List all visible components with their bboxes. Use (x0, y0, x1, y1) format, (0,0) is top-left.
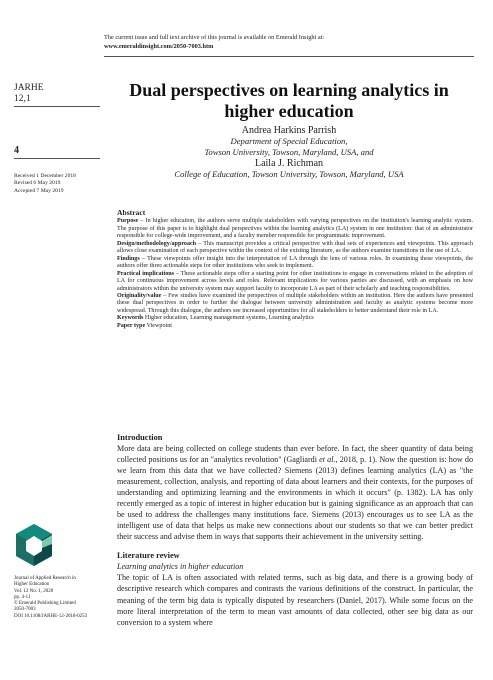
affiliation-1a: Department of Special Education, (230, 136, 348, 146)
citation-line: Vol. 12 No. 1, 2020 (14, 588, 54, 594)
design-label: Design/methodology/approach (117, 240, 197, 247)
abstract-papertype (117, 323, 473, 330)
abstract-practical (117, 271, 473, 293)
article-title: Dual perspectives on learning analytics in higher education (129, 80, 449, 121)
keywords-text: Higher education, Learning management systems, Learning analytics (143, 315, 314, 322)
emerald-logo-icon (14, 522, 54, 572)
journal-volume: 12,1 (14, 94, 31, 104)
revised-date: Revised 6 May 2019 (14, 180, 61, 187)
author-block (104, 125, 474, 180)
abstract-findings (117, 256, 473, 271)
abstract-originality (117, 293, 473, 315)
received-date: Received 1 December 2018 (14, 173, 76, 179)
review-paragraph: The topic of LA is often associated with related terms, such as big data, and there is a growing body of descriptive research which compares and contrasts the various definitions of the construct. In particular, the meaning of the term big data is typically disputed by researchers (Daniel, 2017). While some focus on the more literal interpretation of the term to mean vast amounts of data collected, other see big data as our conversion to a system where (117, 573, 473, 627)
review-subheading: Learning analytics in higher education (117, 562, 244, 572)
originality-text: – Few studies have examined the perspectives of multiple stakeholders within an institution. Here the authors have presented these dual perspectives in order to further the dialogue between university administration and faculty as analytic systems become more widespread. Through this dialogue, the authors see increased opportunities for all stakeholders to better understand their role in LA. (117, 292, 473, 314)
citation-line: pp. 4-11 (14, 594, 31, 600)
intro-et-al: et al. (319, 455, 336, 465)
citation-line: Journal of Applied Research in (14, 576, 76, 581)
practical-label: Practical implications (117, 270, 175, 277)
journal-rule (14, 106, 100, 107)
archive-note (104, 33, 464, 51)
originality-label: Originality/value (117, 292, 162, 299)
accepted-date: Accepted 7 May 2019 (14, 187, 64, 194)
header-rule (104, 56, 474, 57)
purpose-label: Purpose (117, 218, 139, 225)
citation-line: Higher Education (14, 582, 50, 588)
review-heading: Literature review (117, 551, 180, 561)
page-number: 4 (14, 145, 19, 156)
abstract-keywords (117, 315, 473, 322)
design-text: – This manuscript provides a critical perspective with dual sets of experiences and viewpoints. This approach allows close examination of each perspective within the context of the existing literature, as the authors examine transitions in the use of LA. (117, 240, 473, 255)
author-name-2: Laila J. Richman (254, 158, 324, 169)
practical-text: – These actionable steps offer a starting point for other institutions to engage in conversations related to the adoption of LA for continuous improvement across levels and roles. Relevant implications for various parties are discussed, with an emphasis on how administrators within the university system may support faculty to incorporate LA as part of their scholarly and teaching responsibilities. (117, 270, 473, 292)
abstract (117, 209, 473, 330)
intro-text-2: , 2018, p. 1). Now the question is: how do we learn from this data that we have collected? Siemens (2013) defines learning analytics (LA) as "the measurement, collection, analysis, and reporting of data about learners and their contexts, for the purposes of understanding and optimizing learning and the environments in which it occurs" (p. 1382). LA has only recently emerged as a topic of interest in higher education but is gaining significance as an approach that can be used to address the challenges many institutions face. Siemens (2013) encourages us to see LA as the intelligent use of data that helps us make new connections about our students so that we can better predict their success and advise them in ways that supports their achievement in the university setting. (117, 455, 474, 542)
archive-note-text: The current issue and full text archive of this journal is available on Emerald Insight at: (104, 34, 325, 41)
author-name-1: Andrea Harkins Parrish (241, 125, 337, 136)
affiliation-1b: Towson University, Towson, Maryland, USA, and (204, 147, 374, 157)
intro-paragraph (117, 443, 473, 542)
abstract-heading: Abstract (117, 208, 146, 217)
intro-text-1: More data are being collected on college students than ever before. In fact, the sheer quantity of data being collected positions us for an "analytics revolution" (Gagliardi (117, 444, 473, 465)
journal-id (14, 83, 44, 105)
page-rule (14, 158, 100, 159)
purpose-text: – In higher education, the authors serve multiple stakeholders with varying perspectives on the institution's learning analytic system. The purpose of this paper is to highlight dual perspectives within the learning analytics (LA) system in one institution: that of an administrator responsible for college-wide improvement, and a faculty member responsible for programmatic improvement. (117, 218, 473, 240)
article-body (117, 432, 473, 628)
archive-url-link[interactable]: www.emeraldinsight.com/2050-7003.htm (104, 43, 214, 50)
article-history (14, 173, 76, 195)
citation-line: DOI 10.1108/JARHE-12-2018-0253 (14, 613, 88, 619)
abstract-design (117, 241, 473, 256)
papertype-text: Viewpoint (145, 322, 172, 329)
citation-line: 2050-7003 (14, 607, 36, 613)
findings-text: – These viewpoints offer insight into the interpretation of LA through the lens of various roles. In examining these viewpoints, the authors offer three actionable steps for other institutions who seek to implement. (117, 255, 473, 270)
abstract-purpose (117, 218, 473, 240)
findings-label: Findings (117, 255, 140, 262)
intro-heading: Introduction (117, 433, 163, 442)
keywords-label: Keywords (117, 315, 144, 322)
affiliation-2: College of Education, Towson University, Towson, Maryland, USA (174, 169, 404, 179)
citation-line: © Emerald Publishing Limited (14, 601, 76, 607)
journal-code: JARHE (14, 83, 44, 93)
citation-block (14, 576, 112, 620)
papertype-label: Paper type (117, 322, 146, 329)
